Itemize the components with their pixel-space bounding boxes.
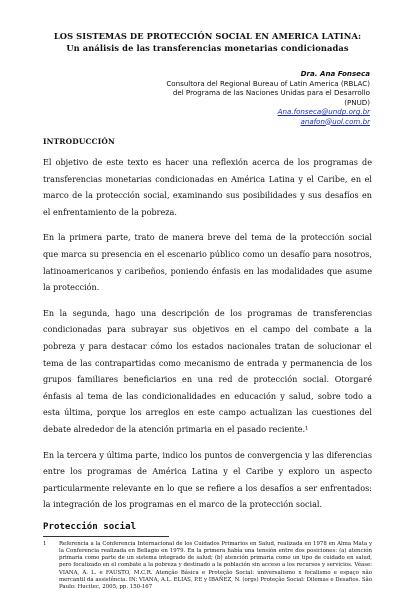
section-heading-proteccion-social: Protección social: [43, 521, 137, 532]
author-email-link-1[interactable]: Ana.fonseca@undp.org.br: [277, 107, 370, 116]
paragraph-segunda-parte: En la segunda, hago una descripción de los programas de transferencias condicionadas para subrayar sus objetivos en el campo del combate a la pobreza y para destacar cómo los estados nacionales tratan de solucionar el tema de las contrapartidas como mecanismo de entrada y permanencia de los grupos familiares beneficiarios en una red de protección social. Otorgaré énfasis al tema de las condicionalidades en educación y salud, sobre todo a esta última, porque los arreglos en este campo actualizan las cuestiones del debate alrededor de la atención primaria en el pasado reciente.¹: [43, 307, 372, 434]
author-affiliation-line2: del Programa de las Naciones Unidas para el Desarrollo: [172, 88, 370, 97]
author-affiliation-line1: Consultora del Regional Bureau of Latin America (RBLAC): [166, 78, 370, 88]
paragraph-objetivo: El objetivo de este texto es hacer una reflexión acerca de los programas de transferencias monetarias condicionadas en América Latina y el Caribe, en el marco de la protección social, examinando sus posibilidades y sus desafíos en el enfrentamiento de la pobreza.: [43, 157, 372, 217]
document-subtitle: Un análisis de las transferencias monetarias condicionadas: [66, 43, 349, 53]
author-block: [43, 69, 372, 126]
footnote-divider: [43, 536, 169, 537]
footnote: [43, 541, 372, 591]
author-name: Dra. Ana Fonseca: [300, 69, 370, 78]
document-title: LOS SISTEMAS DE PROTECCIÓN SOCIAL EN AMERICA LATINA:: [53, 31, 362, 41]
paragraph-tercera-parte: En la tercera y última parte, indico los puntos de convergencia y las diferencias entre los programas de América Latina y el Caribe y exploro un aspecto particularmente relevante en lo que se refiere a los desafíos a ser enfrentados: la integración de los programas en el marco de la protección social.: [43, 449, 372, 510]
paragraph-primera-parte: En la primera parte, trato de manera breve del tema de la protección social que marca su presencia en el escenario público como un desafío para nosotros, latinoamericanos y caribeños, poniendo énfasis en las modalidades que asume la protección.: [43, 232, 372, 293]
footnote-number: 1: [43, 540, 47, 547]
footnote-text: Referencia a la Conferencia Internacional de los Cuidados Primarios en Salud, realizada en 1978 en Alma Mata y la Conferencia realizada en Bellagio en 1979. En la primera había una tensión entre dos posiciones: (a) atención primaria como parte de un sistema integrado de salud; (b) atención primaria como un tipo de cuidado en salud, pero focalizado en el combate a la pobreza y destinado a la población sin acceso a los recursos y servicios. Véase: VIANA, A. L. e FAUSTO, M.C.R. Atenção Básica e Proteção Social: universalismo x focalismo e espaço não mercantil da assistência. IN: VIANA, A.L. ELIAS, P.E y IBAÑEZ, N. (orgs) Proteção Social: Dilemas e Desafios. São Paulo: Hucitec, 2005, pp. 150-167: [59, 540, 372, 591]
author-affiliation-line3: (PNUD): [344, 97, 370, 107]
section-heading-introduccion: INTRODUCCIÓN: [43, 137, 115, 146]
author-email-link-2[interactable]: anafon@uol.com.br: [300, 116, 370, 126]
